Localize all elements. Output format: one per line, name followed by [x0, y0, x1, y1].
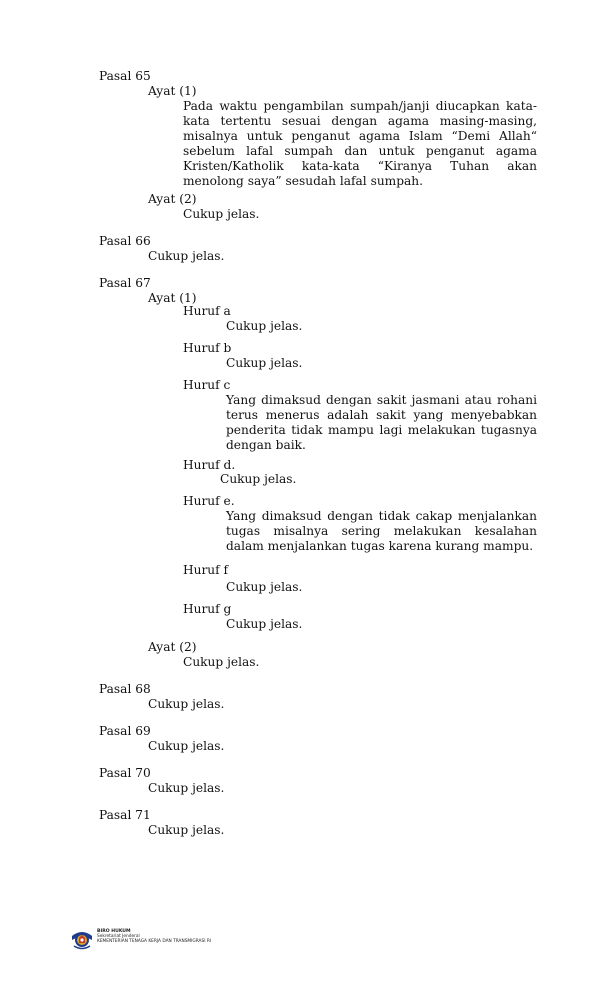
- pasal-69-heading: Pasal 69: [99, 724, 151, 738]
- pasal-67-ayat-2-heading: Ayat (2): [148, 640, 197, 654]
- pasal-67-huruf-c-heading: Huruf c: [183, 378, 231, 392]
- pasal-67-huruf-e-heading: Huruf e.: [183, 494, 235, 508]
- pasal-67-huruf-f-heading: Huruf f: [183, 563, 229, 577]
- pasal-65-ayat-1-text: Pada waktu pengambilan sumpah/janji diucapkan kata-kata tertentu sesuai dengan agama masing-masing, misalnya untuk penganut agama Islam “Demi Allah“ sebelum lafal sumpah dan untuk penganut agama Kristen/Katholik kata-kata “Kiranya Tuhan akan menolong saya” sesudah lafal sumpah.: [183, 99, 537, 188]
- pasal-65-ayat-1-heading: Ayat (1): [148, 84, 197, 98]
- pasal-67-huruf-a-text: Cukup jelas.: [226, 319, 303, 333]
- pasal-69-text: Cukup jelas.: [148, 739, 225, 753]
- pasal-66-text: Cukup jelas.: [148, 249, 225, 263]
- pasal-67-huruf-a-heading: Huruf a: [183, 304, 231, 318]
- ministry-emblem-icon: [70, 927, 94, 951]
- pasal-67-huruf-e-text: Yang dimaksud dengan tidak cakap menjalankan tugas misalnya sering melakukan kesalahan dalam menjalankan tugas karena kurang mampu.: [226, 509, 537, 553]
- pasal-67-heading: Pasal 67: [99, 276, 151, 290]
- pasal-67-huruf-d-heading: Huruf d.: [183, 458, 236, 472]
- pasal-65-ayat-2-heading: Ayat (2): [148, 192, 197, 206]
- footer-line-1: BIRO HUKUM: [97, 929, 131, 934]
- pasal-67-huruf-b-text: Cukup jelas.: [226, 356, 303, 370]
- pasal-67-huruf-c-text: Yang dimaksud dengan sakit jasmani atau rohani terus menerus adalah sakit yang menyebabkan penderita tidak mampu lagi melakukan tugasnya dengan baik.: [226, 393, 537, 452]
- pasal-67-huruf-g-text: Cukup jelas.: [226, 617, 303, 631]
- pasal-67-huruf-b-heading: Huruf b: [183, 341, 232, 355]
- pasal-65-ayat-2-text: Cukup jelas.: [183, 207, 260, 221]
- pasal-71-heading: Pasal 71: [99, 808, 151, 822]
- pasal-68-text: Cukup jelas.: [148, 697, 225, 711]
- footer-line-3: KEMENTERIAN TENAGA KERJA DAN TRANSMIGRASI RI: [97, 939, 212, 944]
- pasal-70-heading: Pasal 70: [99, 766, 151, 780]
- pasal-67-huruf-d-text: Cukup jelas.: [220, 472, 297, 486]
- footer-line-2: Sekretariat Jenderal: [97, 934, 140, 939]
- pasal-71-text: Cukup jelas.: [148, 823, 225, 837]
- pasal-65-heading: Pasal 65: [99, 69, 151, 83]
- pasal-66-heading: Pasal 66: [99, 234, 151, 248]
- pasal-68-heading: Pasal 68: [99, 682, 151, 696]
- pasal-67-ayat-1-heading: Ayat (1): [148, 291, 197, 305]
- pasal-67-ayat-2-text: Cukup jelas.: [183, 655, 260, 669]
- pasal-67-huruf-g-heading: Huruf g: [183, 602, 232, 616]
- footer: [70, 927, 250, 951]
- pasal-70-text: Cukup jelas.: [148, 781, 225, 795]
- pasal-67-huruf-f-text: Cukup jelas.: [226, 580, 303, 594]
